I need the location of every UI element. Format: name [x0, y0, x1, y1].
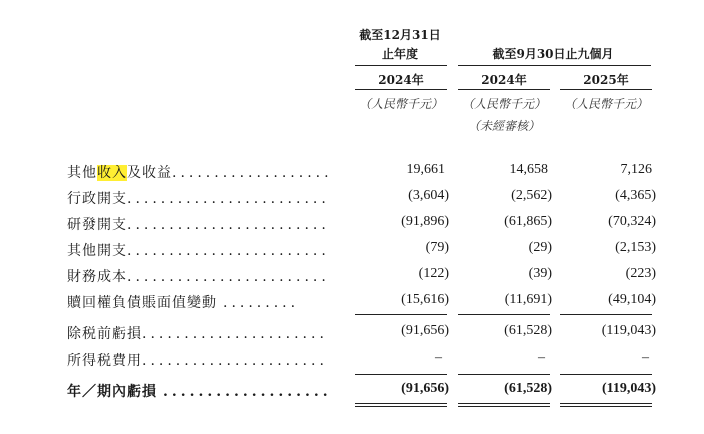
value-loss-period-9m2024: (61,528) [504, 381, 552, 396]
row-label-redemption-liability-change [67, 292, 299, 312]
highlighted-text: 收入 [97, 165, 127, 181]
header-rule-col23-top [458, 65, 651, 66]
leader-dots: ........................ [127, 191, 330, 207]
subtotal-rule-col2 [458, 314, 550, 315]
header-rule-col3-bottom [560, 89, 652, 90]
row-label-other-expenses [67, 240, 330, 260]
value-other-exp-2024: (79) [425, 240, 449, 255]
subtotal-rule-col1 [355, 314, 447, 315]
row-label-part: 研發開支 [67, 217, 127, 233]
total-double-rule-col3-b [560, 406, 652, 407]
header-rule-col1-bottom [355, 89, 447, 90]
leader-dots: ................... [163, 384, 332, 400]
total-top-rule-col2 [458, 374, 550, 375]
header-rule-col1-top [355, 65, 447, 66]
value-other-exp-9m2024: (29) [528, 240, 552, 255]
value-other-income-9m2025: 7,126 [620, 162, 652, 177]
subtotal-rule-col3 [560, 314, 652, 315]
row-label-part: 除税前虧損 [67, 326, 142, 342]
row-label-part: 其他開支 [67, 243, 127, 259]
leader-dots: ........................ [127, 243, 330, 259]
leader-dots: ........................ [127, 217, 330, 233]
row-label-part: 及收益 [127, 165, 172, 181]
row-label-part: 年／期內虧損 [67, 384, 157, 400]
unit-label-col1: （人民幣千元） [358, 97, 443, 111]
value-income-tax-2024: – [435, 350, 442, 365]
group-header-year-line1: 截至12月31日 [359, 28, 441, 42]
total-top-rule-col1 [355, 374, 447, 375]
value-redemption-9m2025: (49,104) [608, 292, 656, 307]
row-label-admin-expenses [67, 188, 330, 208]
column-header-2024-nine-months: 2024年 [481, 73, 527, 87]
value-redemption-2024: (15,616) [401, 292, 449, 307]
value-loss-before-tax-2024: (91,656) [401, 323, 449, 338]
total-top-rule-col3 [560, 374, 652, 375]
value-rd-2024: (91,896) [401, 214, 449, 229]
total-double-rule-col1-a [355, 403, 447, 404]
value-redemption-9m2024: (11,691) [504, 292, 552, 307]
leader-dots: ........................ [127, 269, 330, 285]
value-admin-2024: (3,604) [408, 188, 449, 203]
unit-label-col2: （人民幣千元） [461, 97, 546, 111]
value-rd-9m2025: (70,324) [608, 214, 656, 229]
group-header-nine-months: 截至9月30日止九個月 [492, 47, 614, 61]
value-other-income-9m2024: 14,658 [509, 162, 548, 177]
value-finance-9m2025: (223) [625, 266, 656, 281]
value-admin-9m2025: (4,365) [615, 188, 656, 203]
row-label-part: 所得税費用 [67, 353, 142, 369]
row-label-part: 其他 [67, 165, 97, 181]
row-label-part: 行政開支 [67, 191, 127, 207]
leader-dots: ...................... [142, 326, 328, 342]
row-label-income-tax [67, 350, 328, 370]
leader-dots: ................... [172, 165, 333, 181]
leader-dots: ......... [223, 295, 300, 311]
value-income-tax-9m2025: – [642, 350, 649, 365]
value-other-income-2024: 19,661 [406, 162, 445, 177]
value-finance-2024: (122) [418, 266, 449, 281]
row-label-part: 贖回權負債賬面值變動 [67, 295, 217, 311]
leader-dots: ...................... [142, 353, 328, 369]
column-header-2024-year: 2024年 [378, 73, 424, 87]
group-header-year-line2: 止年度 [381, 47, 418, 61]
row-label-other-income [67, 162, 333, 182]
row-label-loss-for-period [67, 381, 332, 401]
unaudited-note: （未經審核） [467, 119, 540, 133]
value-loss-period-9m2025: (119,043) [601, 381, 656, 396]
total-double-rule-col1-b [355, 406, 447, 407]
row-label-rd-expenses [67, 214, 330, 234]
header-rule-col2-bottom [458, 89, 550, 90]
value-loss-period-2024: (91,656) [401, 381, 449, 396]
row-label-finance-costs [67, 266, 330, 286]
value-admin-9m2024: (2,562) [511, 188, 552, 203]
total-double-rule-col3-a [560, 403, 652, 404]
row-label-loss-before-tax [67, 323, 328, 343]
column-header-2025-nine-months: 2025年 [583, 73, 629, 87]
value-finance-9m2024: (39) [528, 266, 552, 281]
value-loss-before-tax-9m2024: (61,528) [504, 323, 552, 338]
row-label-part: 財務成本 [67, 269, 127, 285]
value-loss-before-tax-9m2025: (119,043) [601, 323, 656, 338]
value-rd-9m2024: (61,865) [504, 214, 552, 229]
value-other-exp-9m2025: (2,153) [615, 240, 656, 255]
total-double-rule-col2-b [458, 406, 550, 407]
unit-label-col3: （人民幣千元） [563, 97, 648, 111]
total-double-rule-col2-a [458, 403, 550, 404]
value-income-tax-9m2024: – [538, 350, 545, 365]
